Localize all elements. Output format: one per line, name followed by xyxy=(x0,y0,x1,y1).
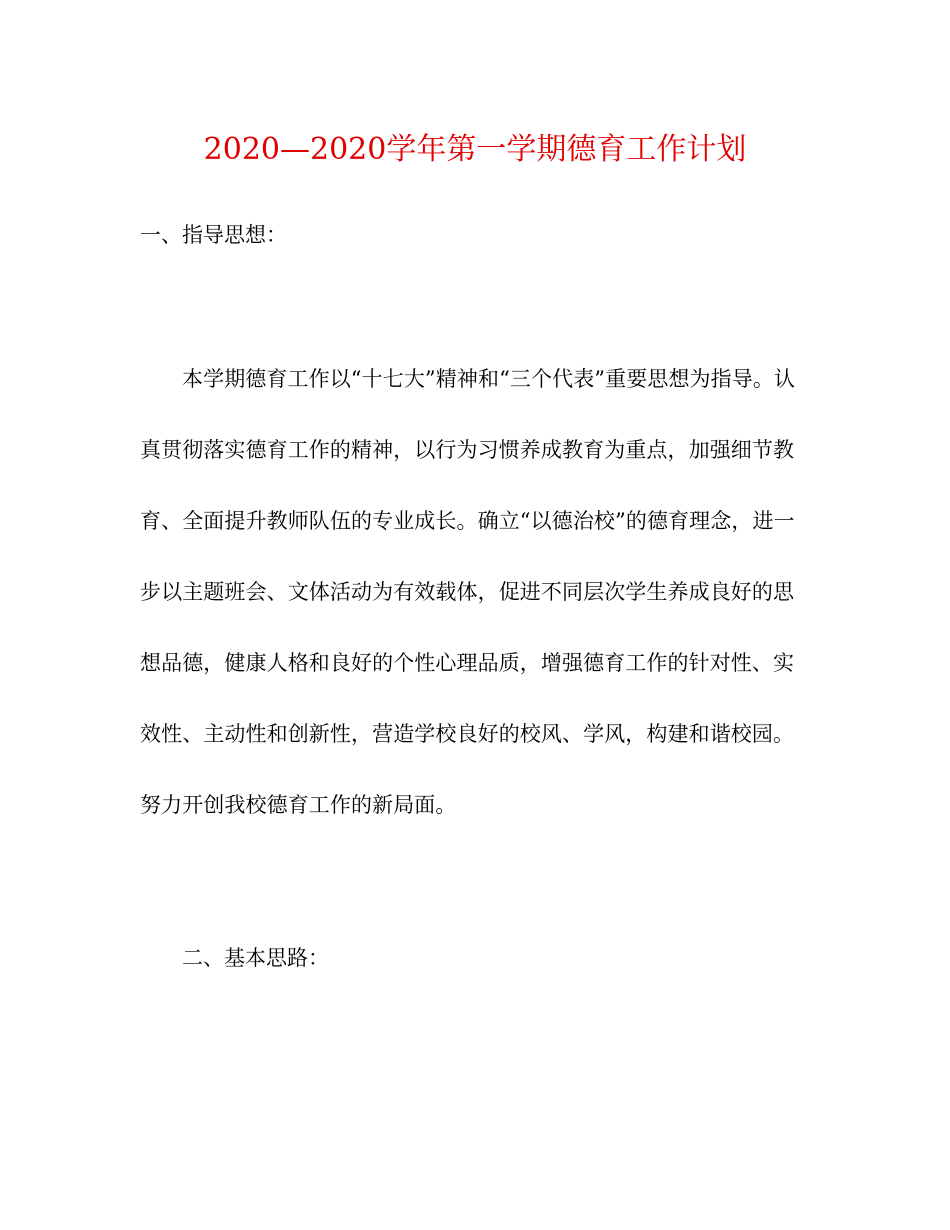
paragraph-line: 步以主题班会、文体活动为有效载体，促进不同层次学生养成良好的思 xyxy=(140,580,795,604)
paragraph-line: 努力开创我校德育工作的新局面。 xyxy=(140,793,457,817)
document-title: 2020—2020学年第一学期德育工作计划 xyxy=(203,132,747,167)
guiding-ideology-paragraph xyxy=(140,364,816,861)
section-heading-basic-approach: 二、基本思路： xyxy=(182,946,329,970)
paragraph-line: 想品德，健康人格和良好的个性心理品质，增强德育工作的针对性、实 xyxy=(140,651,795,675)
paragraph-line: 真贯彻落实德育工作的精神，以行为习惯养成教育为重点，加强细节教 xyxy=(140,438,795,462)
paragraph-line: 效性、主动性和创新性，营造学校良好的校风、学风，构建和谐校园。 xyxy=(140,722,795,746)
paragraph-line: 育、全面提升教师队伍的专业成长。确立“以德治校”的德育理念，进一 xyxy=(140,509,795,533)
section-heading-guiding-ideology: 一、指导思想： xyxy=(140,223,287,247)
paragraph-line: 本学期德育工作以“十七大”精神和“三个代表”重要思想为指导。认 xyxy=(182,367,796,391)
